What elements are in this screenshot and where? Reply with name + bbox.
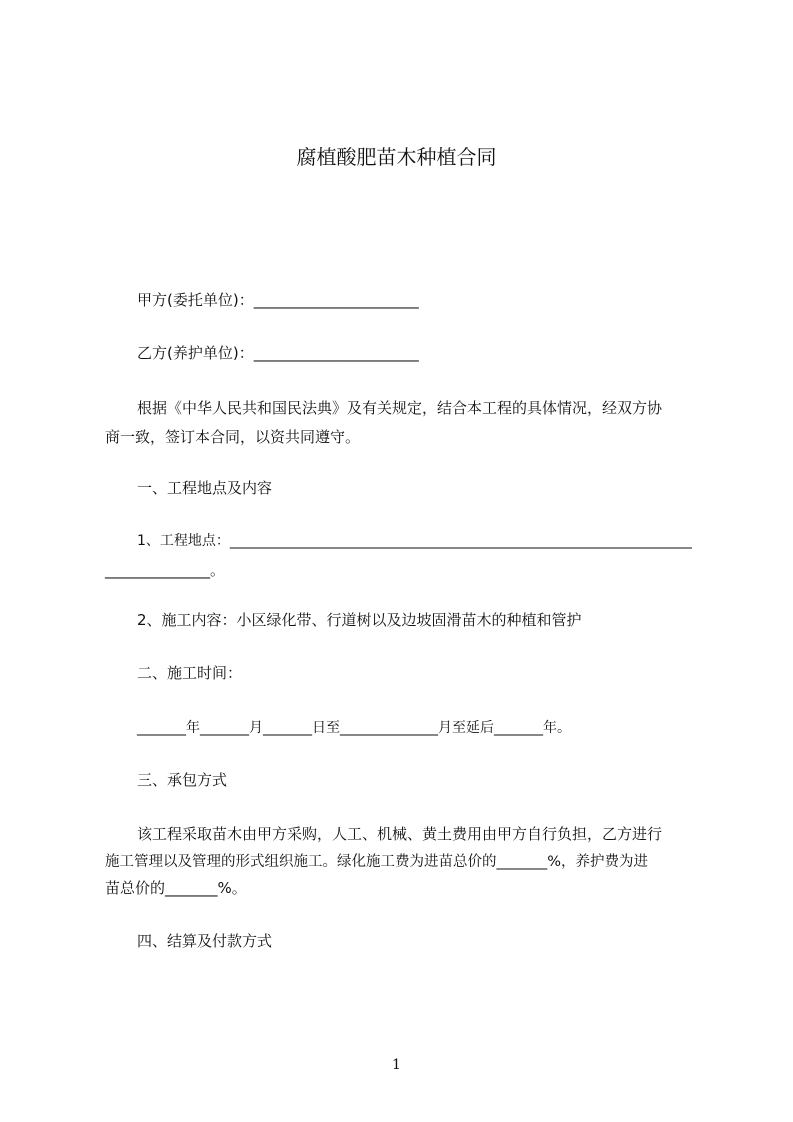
section-1-heading: 一、工程地点及内容 (137, 479, 273, 497)
party-b-line: 乙方(养护单位)：______________________ (137, 344, 419, 362)
document-title: 腐植酸肥苗木种植合同 (296, 145, 497, 169)
section-4-heading: 四、结算及付款方式 (137, 932, 273, 950)
contract-line-1: 该工程采取苗木由甲方采购，人工、机械、黄土费用由甲方自行负担，乙方进行 (137, 825, 663, 843)
section-3-heading: 三、承包方式 (137, 771, 228, 789)
schedule-line: _______年_______月_______日至______________月至延后_______年。 (137, 720, 571, 736)
contract-line-3: 苗总价的_______%。 (105, 879, 247, 897)
item-1-line-1: 1、工程地点：__________________________________________________________________ (137, 533, 692, 549)
contract-line-2: 施工管理以及管理的形式组织施工。绿化施工费为进苗总价的_______%，养护费为进 (105, 854, 649, 870)
item-2-line: 2、施工内容：小区绿化带、行道树以及边坡固滑苗木的种植和管护 (137, 611, 582, 629)
preamble-line-1: 根据《中华人民共和国民法典》及有关规定，结合本工程的具体情况，经双方协 (137, 399, 663, 417)
party-a-line: 甲方(委托单位)：______________________ (137, 291, 419, 309)
page-number: 1 (392, 1057, 401, 1073)
section-2-heading: 二、施工时间： (137, 664, 243, 682)
preamble-line-2: 商一致，签订本合同，以资共同遵守。 (105, 428, 361, 446)
item-1-line-2: ______________。 (105, 561, 226, 579)
